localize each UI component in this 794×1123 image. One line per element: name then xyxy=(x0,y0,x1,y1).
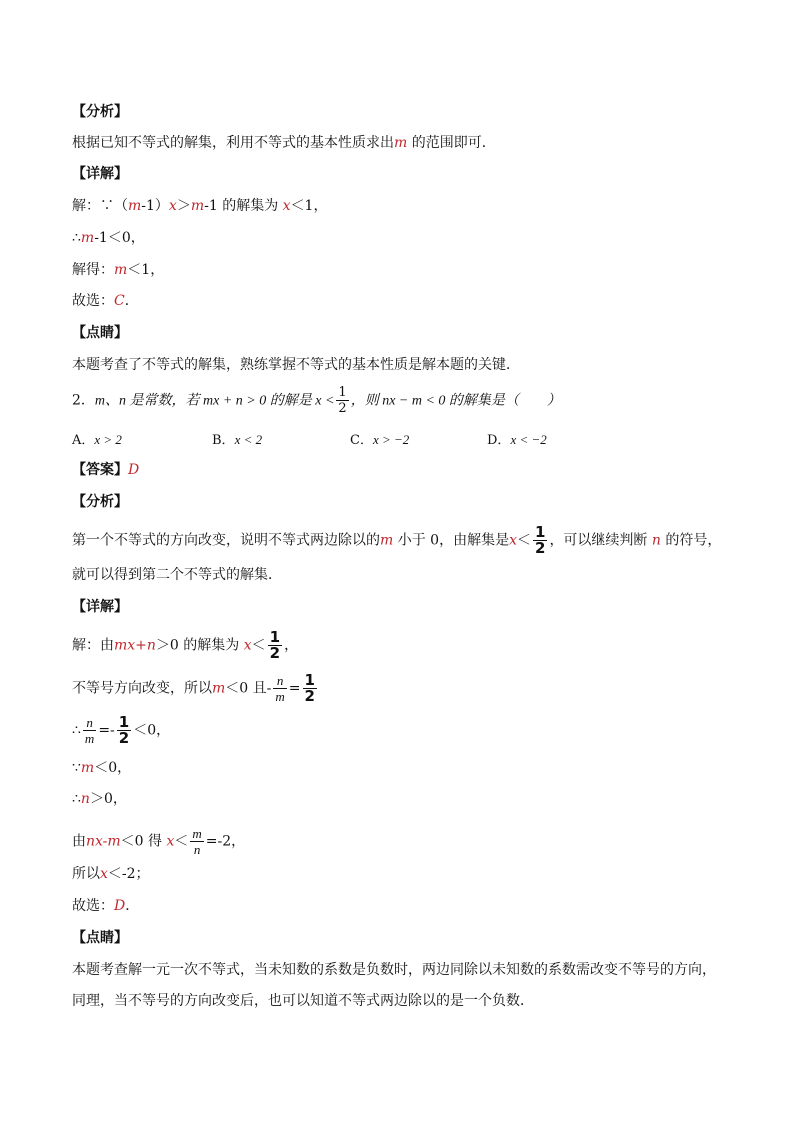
detail-line-4: 故选：C． xyxy=(72,293,139,309)
q2-detail-line-5: ∴n＞0， xyxy=(72,791,127,807)
option-b[interactable]: B．x < 2 xyxy=(212,432,263,448)
option-c[interactable]: C．x > −2 xyxy=(350,432,410,448)
comment-text-2-line-1: 本题考查解一元一次不等式，当未知数的系数是负数时，两边同除以未知数的系数需改变不等号的方向， xyxy=(72,962,716,978)
comment-text-1: 本题考查了不等式的解集，熟练掌握不等式的基本性质是解本题的关键． xyxy=(72,357,520,373)
detail-heading-2: 【详解】 xyxy=(72,599,128,615)
analysis-heading-1: 【分析】 xyxy=(72,104,128,120)
analysis-heading-2: 【分析】 xyxy=(72,494,128,510)
q2-detail-line-6: 由nx-m＜0 得 x＜ $\frac{m}{n}$ =-2， xyxy=(72,826,246,857)
q2-detail-line-4: ∵m＜0， xyxy=(72,760,132,776)
analysis-text-1: 根据已知不等式的解集，利用不等式的基本性质求出m 的范围即可． xyxy=(72,135,496,151)
detail-heading-1: 【详解】 xyxy=(72,166,128,182)
q2-detail-line-2: 不等号方向改变，所以m＜0 且- $\frac{n}{m}$ = $\frac{1}{2}$ xyxy=(72,671,315,705)
comment-text-2-line-2: 同理，当不等号的方向改变后，也可以知道不等式两边除以的是一个负数． xyxy=(72,993,534,1009)
comment-heading-2: 【点睛】 xyxy=(72,930,128,946)
q2-detail-line-7: 所以x＜-2； xyxy=(72,866,150,882)
d3-fraction-half: $\frac{1}{2}$ xyxy=(118,713,130,747)
option-a[interactable]: A．x > 2 xyxy=(72,432,122,448)
answer-value: D xyxy=(128,462,140,478)
analysis-text-2: 第一个不等式的方向改变，说明不等式两边除以的m 小于 0，由解集是x＜ $\frac{1}{2}$ ，可以继续判断 n 的符号， xyxy=(72,523,722,557)
stem-fraction: $\frac{1}{2}$ xyxy=(338,385,347,416)
d3-fraction: $\frac{n}{m}$ xyxy=(84,715,95,746)
q2-detail-line-1: 解：由mx+n＞0 的解集为 x＜ $\frac{1}{2}$ ， xyxy=(72,628,299,662)
d2-fraction-half: $\frac{1}{2}$ xyxy=(304,671,315,705)
question-2-stem: 2．m、n 是常数，若 mx + n > 0 的解是 x < $\frac{1}{2}$ ，则 nx − m < 0 的解集是（ ） xyxy=(72,385,561,416)
d6-fraction: $\frac{m}{n}$ xyxy=(192,826,202,857)
comment-heading-1: 【点睛】 xyxy=(72,325,128,341)
d1-fraction: $\frac{1}{2}$ xyxy=(269,628,281,662)
answer-line: 【答案】D xyxy=(72,462,140,478)
detail-line-1: 解：∵（m-1）x＞m-1 的解集为 x＜1， xyxy=(72,198,328,214)
option-d[interactable]: D．x < −2 xyxy=(487,432,547,448)
d2-fraction: $\frac{n}{m}$ xyxy=(275,673,285,704)
detail-line-3: 解得：m＜1， xyxy=(72,262,165,278)
analysis-fraction: $\frac{1}{2}$ xyxy=(535,523,546,557)
analysis-text-2-cont: 就可以得到第二个不等式的解集． xyxy=(72,567,282,583)
q2-detail-line-8: 故选：D． xyxy=(72,898,140,914)
detail-line-2: ∴m-1＜0， xyxy=(72,230,145,246)
q2-detail-line-3: ∴ $\frac{n}{m}$ =- $\frac{1}{2}$ ＜0， xyxy=(72,713,171,747)
